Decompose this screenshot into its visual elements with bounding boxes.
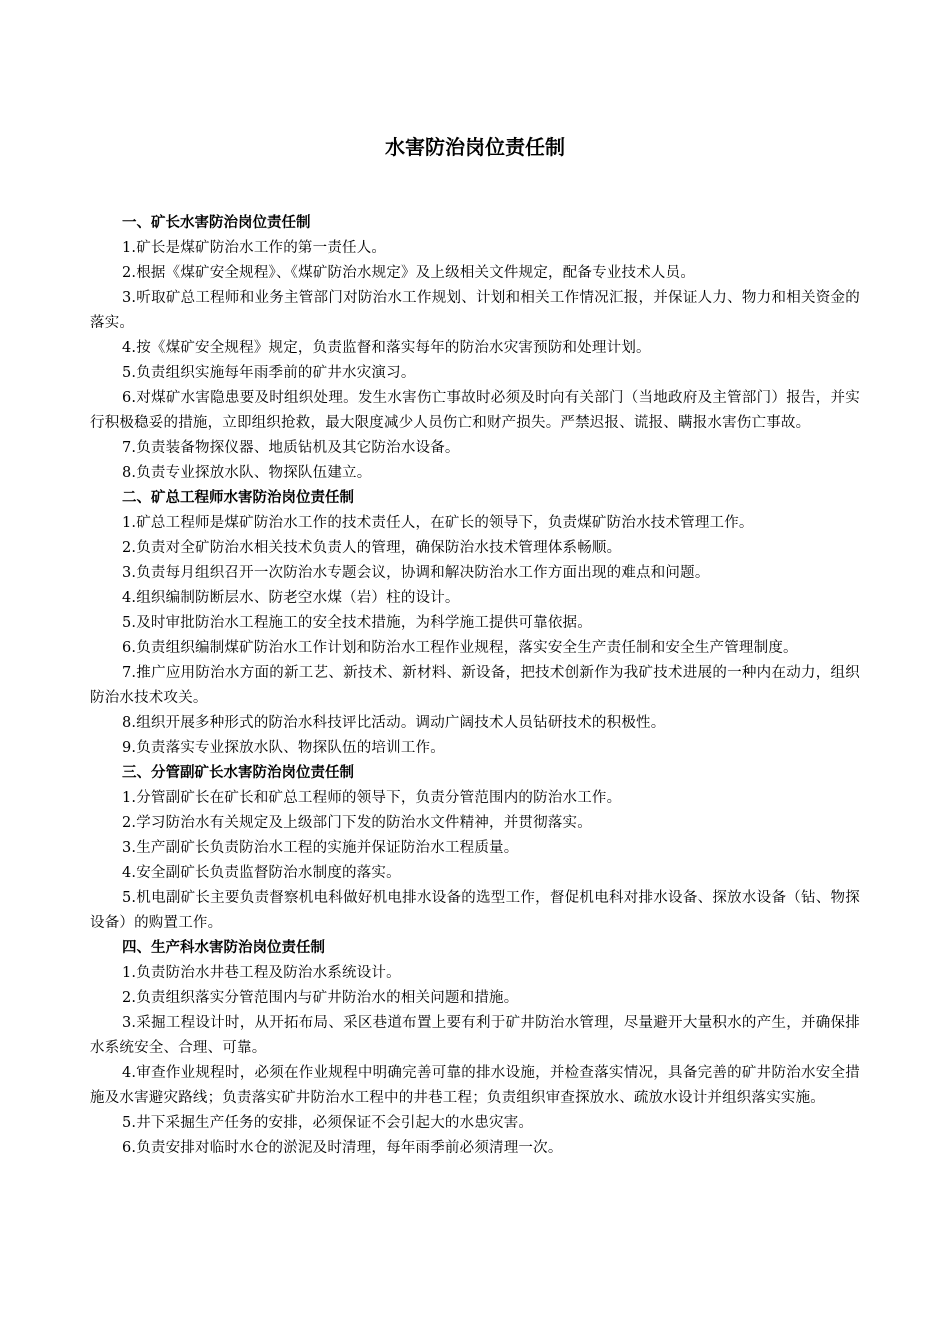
clause-item: 4.组织编制防断层水、防老空水煤（岩）柱的设计。 (122, 590, 460, 606)
clause-item: 6.对煤矿水害隐患要及时组织处理。发生水害伤亡事故时必须及时向有关部门（当地政府及主管部门）报告，并实行积极稳妥的措施，立即组织抢救，最大限度减少人员伤亡和财产损失。严禁迟报、谎报、瞒报水害伤亡事故。 (90, 390, 860, 431)
clause-item: 1.负责防治水井巷工程及防治水系统设计。 (122, 965, 401, 981)
section-heading: 二、矿总工程师水害防治岗位责任制 (122, 490, 354, 506)
clause-item: 3.生产副矿长负责防治水工程的实施并保证防治水工程质量。 (122, 840, 519, 856)
clause-item: 1.矿长是煤矿防治水工作的第一责任人。 (122, 240, 387, 256)
section-heading: 四、生产科水害防治岗位责任制 (122, 940, 325, 956)
clause-item: 4.审查作业规程时，必须在作业规程中明确完善可靠的排水设施，并检查落实情况，具备完善的矿井防治水安全措施及水害避灾路线；负责落实矿井防治水工程中的井巷工程；负责组织审查探放水、疏放水设计并组织落实实施。 (90, 1065, 860, 1106)
clause-item: 4.安全副矿长负责监督防治水制度的落实。 (122, 865, 401, 881)
section-production-dept (90, 936, 860, 1161)
clause-item: 4.按《煤矿安全规程》规定，负责监督和落实每年的防治水灾害预防和处理计划。 (122, 340, 651, 356)
section-chief-engineer (90, 486, 860, 761)
section-deputy-director (90, 761, 860, 936)
clause-item: 7.负责装备物探仪器、地质钻机及其它防治水设备。 (122, 440, 460, 456)
clause-item: 5.及时审批防治水工程施工的安全技术措施，为科学施工提供可靠依据。 (122, 615, 592, 631)
section-mine-director (90, 211, 860, 486)
section-heading: 一、矿长水害防治岗位责任制 (122, 215, 311, 231)
clause-item: 9.负责落实专业探放水队、物探队伍的培训工作。 (122, 740, 445, 756)
document-title: 水害防治岗位责任制 (385, 135, 565, 159)
clause-item: 8.组织开展多种形式的防治水科技评比活动。调动广阔技术人员钻研技术的积极性。 (122, 715, 666, 731)
clause-item: 5.机电副矿长主要负责督察机电科做好机电排水设备的选型工作，督促机电科对排水设备、探放水设备（钻、物探设备）的购置工作。 (90, 890, 860, 931)
clause-item: 3.负责每月组织召开一次防治水专题会议，协调和解决防治水工作方面出现的难点和问题。 (122, 565, 710, 581)
clause-item: 1.分管副矿长在矿长和矿总工程师的领导下，负责分管范围内的防治水工作。 (122, 790, 622, 806)
document-body (90, 211, 860, 1161)
clause-item: 7.推广应用防治水方面的新工艺、新技术、新材料、新设备，把技术创新作为我矿技术进展的一种内在动力，组织防治水技术攻关。 (90, 665, 860, 706)
clause-item: 2.负责组织落实分管范围内与矿井防治水的相关问题和措施。 (122, 990, 519, 1006)
clause-item: 3.采掘工程设计时，从开拓布局、采区巷道布置上要有利于矿井防治水管理，尽量避开大量积水的产生，并确保排水系统安全、合理、可靠。 (90, 1015, 860, 1056)
clause-item: 1.矿总工程师是煤矿防治水工作的技术责任人，在矿长的领导下，负责煤矿防治水技术管理工作。 (122, 515, 754, 531)
clause-item: 6.负责组织编制煤矿防治水工作计划和防治水工程作业规程，落实安全生产责任制和安全生产管理制度。 (122, 640, 798, 656)
clause-item: 6.负责安排对临时水仓的淤泥及时清理，每年雨季前必须清理一次。 (122, 1140, 563, 1156)
clause-item: 5.负责组织实施每年雨季前的矿井水灾演习。 (122, 365, 416, 381)
section-heading: 三、分管副矿长水害防治岗位责任制 (122, 765, 354, 781)
clause-item: 5.井下采掘生产任务的安排，必须保证不会引起大的水患灾害。 (122, 1115, 534, 1131)
clause-item: 2.根据《煤矿安全规程》、《煤矿防治水规定》及上级相关文件规定，配备专业技术人员。 (122, 265, 696, 281)
clause-item: 3.听取矿总工程师和业务主管部门对防治水工作规划、计划和相关工作情况汇报，并保证人力、物力和相关资金的落实。 (90, 290, 860, 331)
clause-item: 2.负责对全矿防治水相关技术负责人的管理，确保防治水技术管理体系畅顺。 (122, 540, 622, 556)
clause-item: 2.学习防治水有关规定及上级部门下发的防治水文件精神，并贯彻落实。 (122, 815, 592, 831)
clause-item: 8.负责专业探放水队、物探队伍建立。 (122, 465, 372, 481)
